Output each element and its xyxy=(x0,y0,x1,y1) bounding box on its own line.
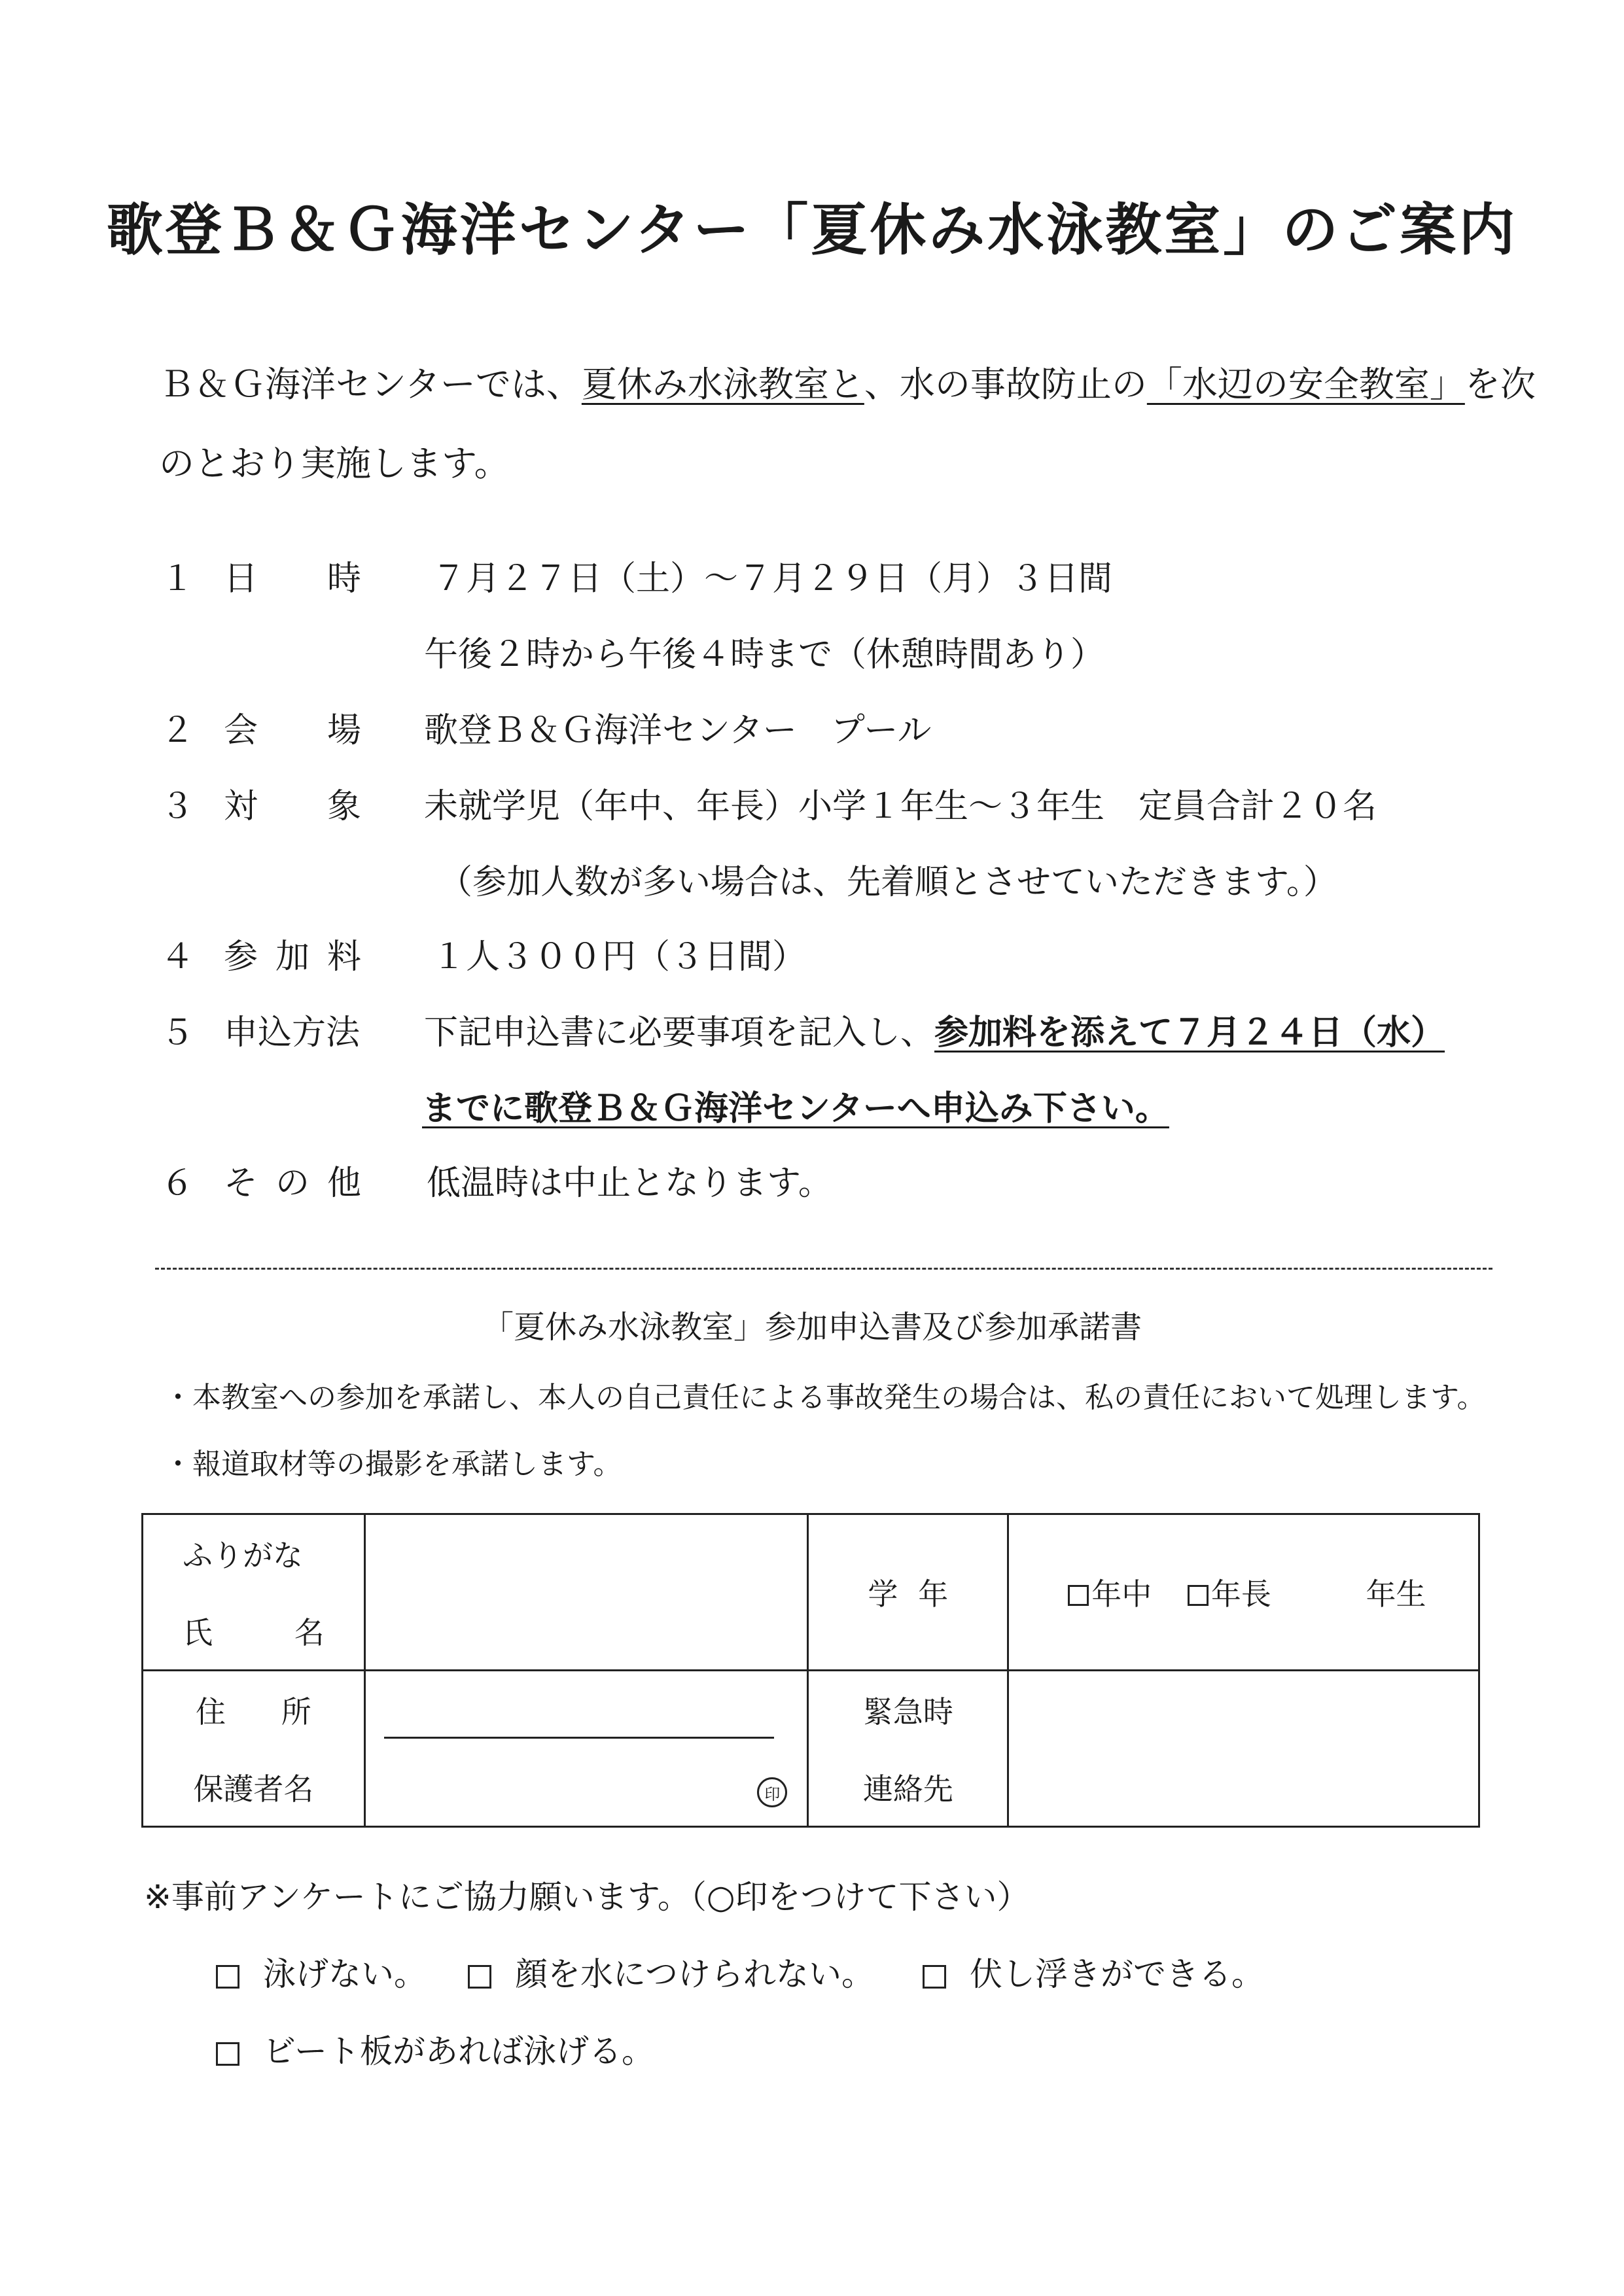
item-number: ６ xyxy=(160,1164,195,1203)
item-label-target xyxy=(224,778,361,827)
survey-option-3[interactable]: 伏し浮きができる。 xyxy=(923,1948,1264,1995)
label-char: 時 xyxy=(327,559,361,599)
label-char: 申込方法 xyxy=(224,1013,361,1052)
item-number: １ xyxy=(160,559,195,599)
name-field[interactable] xyxy=(364,1514,808,1671)
grade-label: 学 年 xyxy=(868,1576,949,1612)
grade-option-grade[interactable]: 年生 xyxy=(1366,1576,1426,1612)
checkbox-icon[interactable] xyxy=(1068,1585,1089,1606)
survey-heading: ※事前アンケートにご協力願います。（○印をつけて下さい） xyxy=(144,1878,1030,1916)
label-char: 日 xyxy=(224,559,258,599)
item-value-venue: 歌登Ｂ＆Ｇ海洋センター プール xyxy=(424,711,932,750)
intro-line-2: のとおり実施します。 xyxy=(159,443,510,484)
item-label-date xyxy=(224,551,361,600)
grade-options-cell xyxy=(1008,1514,1479,1671)
label-char: 料 xyxy=(327,937,361,977)
page-title: 歌登Ｂ＆Ｇ海洋センター「夏休み水泳教室」のご案内 xyxy=(106,198,1518,263)
checkbox-icon[interactable] xyxy=(923,1965,946,1989)
checkbox-icon[interactable] xyxy=(1188,1585,1209,1606)
label-char: 会 xyxy=(224,711,258,750)
item-value-apply xyxy=(424,1005,1445,1054)
intro-text: Ｂ＆Ｇ海洋センターでは、 xyxy=(159,364,582,405)
emergency-label-cell xyxy=(808,1671,1008,1827)
form-title: 「夏休み水泳教室」参加申込書及び参加承諾書 xyxy=(482,1309,1142,1346)
item-value-target-note: （参加人数が多い場合は、先着順とさせていただきます。） xyxy=(438,863,1337,902)
emergency-contact-field[interactable] xyxy=(1008,1671,1479,1827)
name-label-cell xyxy=(143,1514,365,1671)
item-label-other xyxy=(224,1155,361,1204)
item-label-venue xyxy=(224,703,361,752)
intro-text: 、水の事故防止の xyxy=(864,364,1147,405)
furigana-label: ふりがな xyxy=(183,1538,303,1573)
item-value-date: ７月２７日（土）～７月２９日（月）３日間 xyxy=(432,559,1113,599)
item-value-other: 低温時は中止となります。 xyxy=(427,1164,832,1203)
label-char: 場 xyxy=(327,711,361,750)
name-label: 氏 名 xyxy=(183,1615,325,1650)
intro-text: を次 xyxy=(1464,364,1536,405)
form-note-2: ・報道取材等の撮影を承諾します。 xyxy=(164,1448,622,1481)
item-label-fee xyxy=(224,929,361,978)
label-char: 対 xyxy=(224,787,258,826)
emergency-label-1: 緊急時 xyxy=(862,1694,953,1730)
application-form-table xyxy=(141,1513,1480,1828)
item-value-fee: １人３００円（３日間） xyxy=(432,937,807,977)
survey-option-1[interactable]: 泳げない。 xyxy=(216,1948,427,1995)
emergency-label-2: 連絡先 xyxy=(862,1771,953,1807)
checkbox-icon[interactable] xyxy=(468,1965,491,1989)
address-label: 住 所 xyxy=(196,1694,311,1730)
item-number: ３ xyxy=(160,787,195,826)
form-note-1: ・本教室への参加を承諾し、本人の自己責任による事故発生の場合は、私の責任において処理します。 xyxy=(164,1381,1486,1414)
label-char: の xyxy=(275,1164,309,1203)
item-number: ４ xyxy=(160,937,195,977)
item-value-apply-2: までに歌登Ｂ＆Ｇ海洋センターへ申込み下さい。 xyxy=(422,1089,1169,1128)
checkbox-icon[interactable] xyxy=(216,2042,239,2066)
grade-option-nencho[interactable]: 年長 xyxy=(1188,1576,1271,1612)
address-label-cell xyxy=(143,1671,365,1827)
grade-option-nenchu[interactable]: 年中 xyxy=(1068,1576,1152,1612)
address-guardian-field[interactable] xyxy=(364,1671,808,1827)
item-value-target: 未就学児（年中、年長）小学１年生～３年生 定員合計２０名 xyxy=(424,787,1377,826)
checkbox-icon[interactable] xyxy=(216,1965,239,1989)
item-number: ２ xyxy=(160,711,195,750)
grade-label-cell xyxy=(808,1514,1008,1671)
item-value-time: 午後２時から午後４時まで（休憩時間あり） xyxy=(424,635,1105,674)
seal-icon: 印 xyxy=(757,1777,787,1807)
intro-underline-1: 夏休み水泳教室と xyxy=(581,364,864,405)
label-char: 参 xyxy=(224,937,258,977)
label-char: 加 xyxy=(275,937,309,977)
apply-text: 下記申込書に必要事項を記入し、 xyxy=(424,1013,935,1052)
label-char: そ xyxy=(224,1164,258,1203)
survey-option-2[interactable]: 顔を水につけられない。 xyxy=(468,1948,874,1995)
label-char: 他 xyxy=(327,1164,361,1203)
apply-deadline: 参加料を添えて７月２４日（水） xyxy=(934,1013,1445,1052)
label-char: 象 xyxy=(327,787,361,826)
item-number: ５ xyxy=(160,1013,195,1052)
address-underline xyxy=(384,1737,774,1739)
guardian-label: 保護者名 xyxy=(193,1771,314,1807)
intro-underline-2: 「水辺の安全教室」 xyxy=(1146,364,1465,405)
cut-line xyxy=(155,1268,1492,1270)
intro-line-1 xyxy=(159,357,1536,407)
survey-option-4[interactable]: ビート板があれば泳げる。 xyxy=(216,2025,654,2072)
item-label-apply xyxy=(224,1005,361,1054)
